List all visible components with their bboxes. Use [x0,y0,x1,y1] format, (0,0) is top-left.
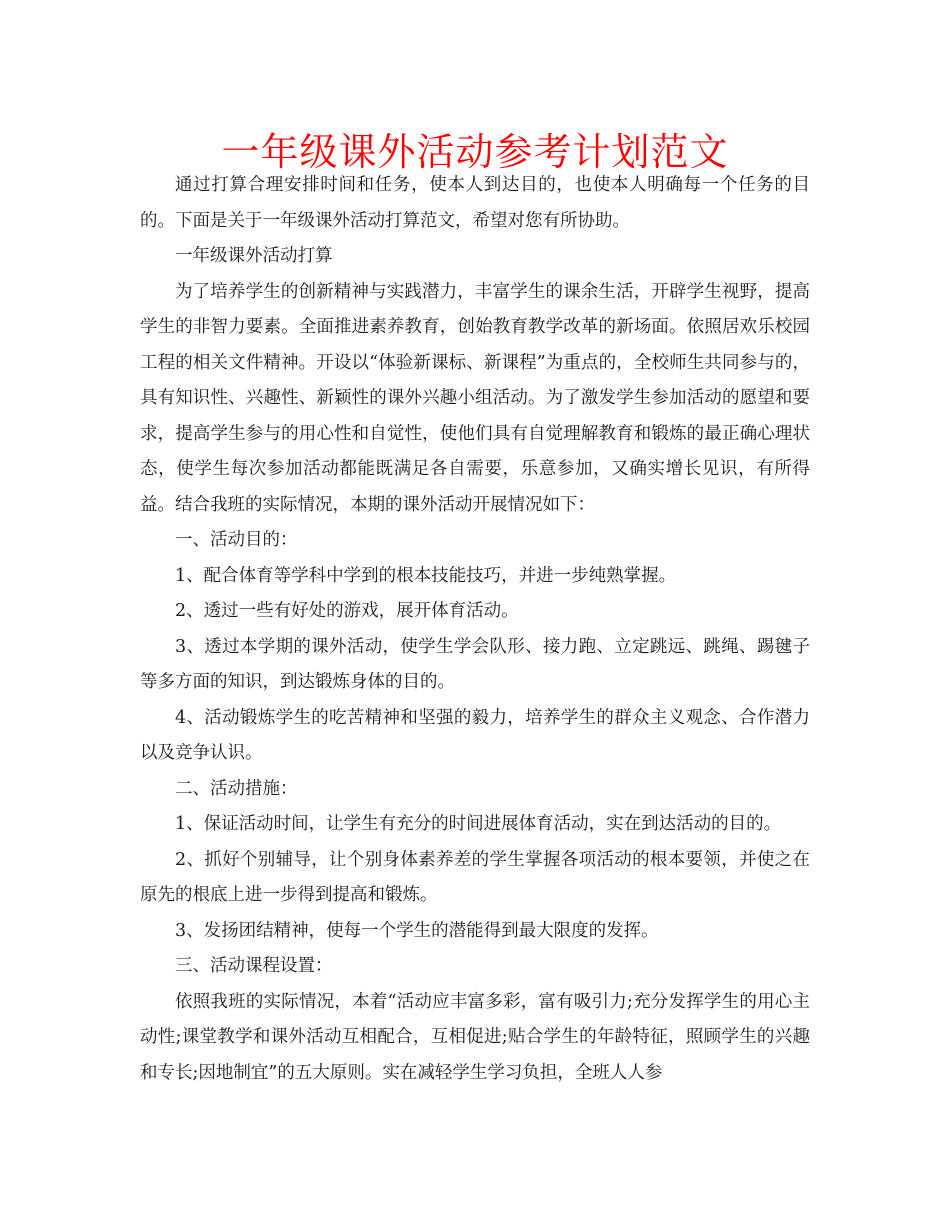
paragraph-intro: 通过打算合理安排时间和任务，使本人到达目的，也使本人明确每一个任务的目的。下面是关于一年级课外活动打算范文，希望对您有所协助。 [140,175,810,231]
section-heading-goals: 一、活动目的： [175,530,298,550]
section-heading-curriculum: 三、活动课程设置： [175,956,333,976]
section-heading-measures: 二、活动措施： [175,778,298,799]
measure-item-2: 2、抓好个别辅导，让个别身体素养差的学生掌握各项活动的根本要领，并使之在原先的根底上进一步得到提高和锻炼。 [140,849,810,905]
goal-item-2: 2、透过一些有好处的游戏，展开体育活动。 [175,601,519,621]
measure-item-1: 1、保证活动时间，让学生有充分的时间进展体育活动，实在到达活动的目的。 [175,814,782,834]
measure-item-3: 3、发扬团结精神，使每一个学生的潜能得到最大限度的发挥。 [175,920,659,941]
goal-item-1: 1、配合体育等学科中学到的根本技能技巧，并进一步纯熟掌握。 [175,565,677,586]
goal-item-4: 4、活动锻炼学生的吃苦精神和坚强的毅力，培养学生的群众主义观念、合作潜力以及竞争认识。 [140,707,810,763]
document-title: 一年级课外活动参考计划范文 [221,130,729,174]
paragraph-background: 为了培养学生的创新精神与实践潜力，丰富学生的课余生活，开辟学生视野，提高学生的非智力要素。全面推进素养教育，创始教育教学改革的新场面。依照居欢乐校园工程的相关文件精神。开设以“体验新课标、新课程”为重点的，全校师生共同参与的，具有知识性、兴趣性、新颖性的课外兴趣小组活动。为了激发学生参加活动的愿望和要求，提高学生参与的用心性和自觉性，使他们具有自觉理解教育和锻炼的最正确心理状态，使学生每次参加活动都能既满足各自需要，乐意参加，又确实增长见识，有所得益。结合我班的实际情况，本期的课外活动开展情况如下： [140,281,810,515]
paragraph-curriculum: 依照我班的实际情况，本着“活动应丰富多彩，富有吸引力;充分发挥学生的用心主动性;课堂教学和课外活动互相配合，互相促进;贴合学生的年龄特征，照顾学生的兴趣和专长;因地制宜”的五大原则。实在减轻学生学习负担，全班人人参 [140,991,810,1083]
paragraph-heading-plan: 一年级课外活动打算 [175,246,333,266]
goal-item-3: 3、透过本学期的课外活动，使学生学会队形、接力跑、立定跳远、跳绳、踢毽子等多方面的知识，到达锻炼身体的目的。 [140,636,810,692]
document-body [140,168,810,1091]
